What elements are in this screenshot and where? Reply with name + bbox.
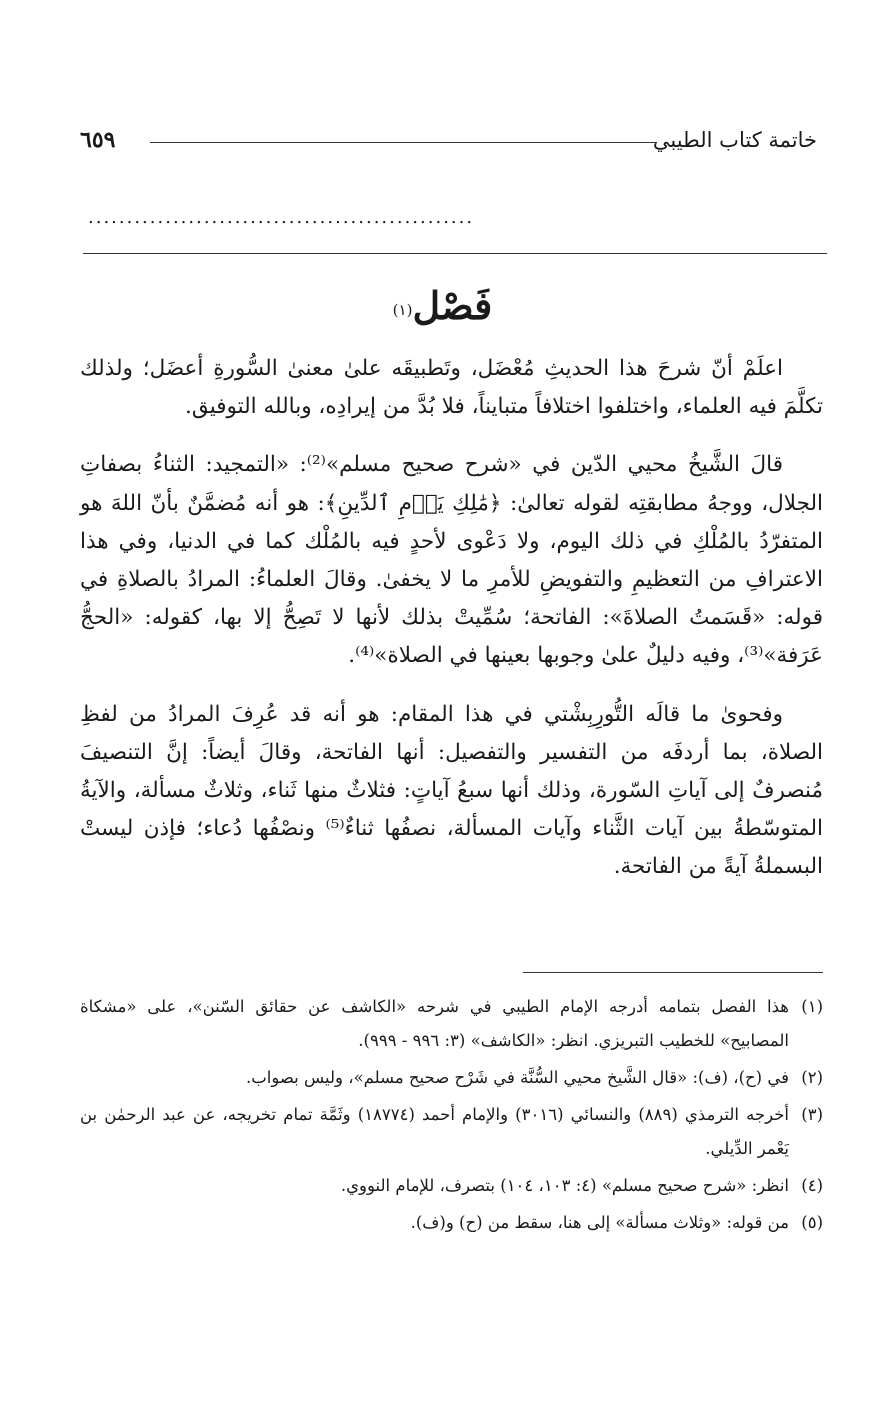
footnote bbox=[80, 1169, 823, 1203]
header-rule bbox=[150, 142, 657, 143]
separator-line bbox=[83, 253, 827, 254]
paragraph: اعلَمْ أنّ شرحَ هذا الحديثِ مُعْضَل، وتَطبيقَه علىٰ معنىٰ السُّورةِ أعضَل؛ ولذلك تكلَّمَ فيه العلماء، واختلفوا اختلافاً متبايناً، فلا بُدَّ من إيرادِه، وبالله التوفيق. bbox=[80, 356, 823, 420]
section-title-text: فَصْل bbox=[412, 283, 493, 328]
footnote-number: (١) bbox=[801, 997, 823, 1016]
footnote-number: (٥) bbox=[801, 1213, 823, 1232]
footnote-number: (٣) bbox=[801, 1105, 823, 1124]
footnote-separator bbox=[523, 972, 823, 973]
footnote bbox=[80, 1206, 823, 1240]
footnote-text: انظر: «شرح صحيح مسلم» (٤: ١٠٣، ١٠٤) بتصرف، للإمام النووي. bbox=[340, 1176, 789, 1195]
page-number: ٦٥٩ bbox=[80, 127, 116, 153]
footnote-text: أخرجه الترمذي (٨٨٩) والنسائي (٣٠١٦) والإمام أحمد (١٨٧٧٤) وثَمَّة تمام تخريجه، عن عبد الرحمٰن بن يَعْمر الدِّيلي. bbox=[80, 1105, 790, 1158]
footnote bbox=[80, 990, 823, 1058]
main-text bbox=[80, 350, 823, 907]
footnotes bbox=[80, 990, 823, 1243]
footnote-number: (٤) bbox=[801, 1176, 823, 1195]
footnote-text: في (ح)، (ف): «قال الشَّيخ محيي السُّنَّة في شَرْح صحيح مسلم»، وليس بصواب. bbox=[245, 1068, 789, 1087]
section-heading bbox=[0, 276, 885, 336]
running-header bbox=[80, 120, 817, 160]
paragraph: قالَ الشَّيخُ محيي الدّين في «شرح صحيح مسلم»⁽²⁾: «التمجيد: الثناءُ بصفاتِ الجلال، ووجهُ مطابقتِه لقوله تعالىٰ: ﴿مَٰلِكِ يَوۡمِ ٱلدِّينِ﴾: هو أنه مُضمَّنٌ بأنّ اللهَ هو المتفرّدُ بالمُلْكِ في ذلك اليوم، ولا دَعْوى لأحدٍ فيه بالمُلْك كما في الدنيا، وفي هذا الاعترافِ من التعظيمِ والتفويضِ للأمرِ ما لا يخفىٰ. وقالَ العلماءُ: المرادُ بالصلاةِ في قوله: «قَسَمتُ الصلاةَ»: الفاتحة؛ سُمِّيتْ بذلك لأنها لا تَصِحُّ إلا بها، كقوله: «الحجُّ عَرَفة»⁽³⁾، وفيه دليلٌ علىٰ وجوبها بعينها في الصلاة»⁽⁴⁾. bbox=[80, 452, 823, 669]
running-title: خاتمة كتاب الطيبي bbox=[652, 128, 817, 152]
paragraph: وفحوىٰ ما قالَه التُّورِبِشْتي في هذا المقام: هو أنه قد عُرِفَ المرادُ من لفظِ الصلاة، بما أردفَه من التفسير والتفصيل: أنها الفاتحة، وقالَ أيضاً: إنَّ التنصيفَ مُنصرفٌ إلى آياتِ السّورة، وذلك أنها سبعُ آياتٍ: فثلاثٌ منها ثَناء، وثلاثٌ مسألة، والآيةُ المتوسّطةُ بين آيات الثَّناء وآيات المسألة، نصفُها ثناءٌ⁽⁵⁾ ونصْفُها دُعاء؛ فإذن ليستْ البسملةُ آيةً من الفاتحة. bbox=[80, 701, 823, 880]
footnote-text: هذا الفصل بتمامه أدرجه الإمام الطيبي في شرحه «الكاشف عن حقائق السّنن»، على «مشكاة المصابيح» للخطيب التبريزي. انظر: «الكاشف» (٣: ٩٩٦ - ٩٩٩). bbox=[80, 997, 789, 1050]
footnote bbox=[80, 1098, 823, 1166]
section-footnote-ref: (١) bbox=[392, 301, 413, 319]
footnote bbox=[80, 1061, 823, 1095]
footnote-number: (٢) bbox=[801, 1068, 823, 1087]
dotted-separator: .................................................. bbox=[88, 208, 475, 228]
footnote-text: من قوله: «وثلاث مسألة» إلى هنا، سقط من (ح) و(ف). bbox=[410, 1213, 789, 1232]
